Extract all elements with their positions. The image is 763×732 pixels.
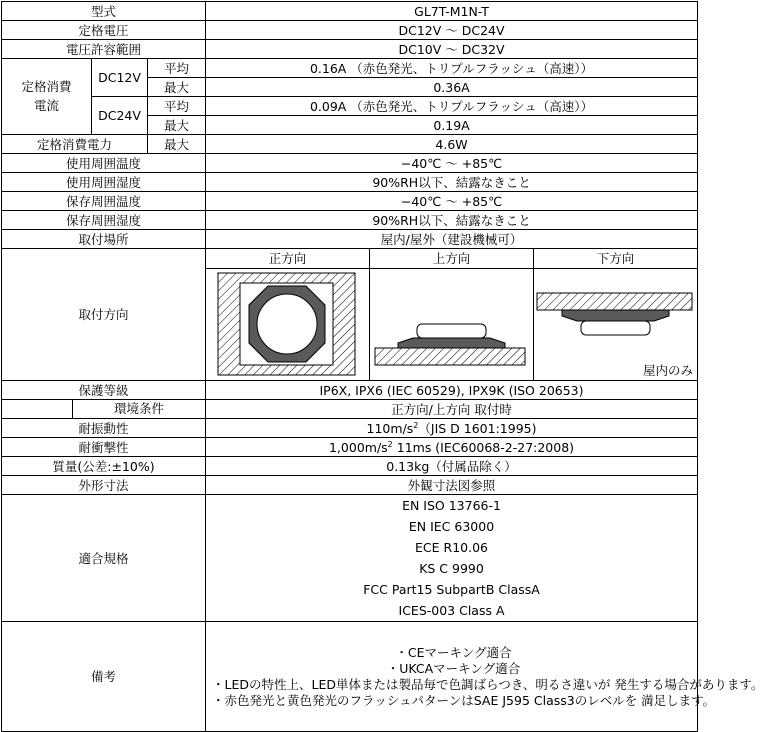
row-current-dc24-avg xyxy=(2,97,698,116)
value-standards xyxy=(206,495,698,622)
value-op-temp: −40℃ ～ +85℃ xyxy=(206,154,698,173)
orientation-bottom-label: 下方向 xyxy=(534,249,697,269)
row-voltage-range xyxy=(2,40,698,59)
value-shock-main: 1,000m/s xyxy=(328,439,388,455)
label-env-text: 環境条件 xyxy=(72,400,205,418)
value-power: 4.6W xyxy=(206,135,698,154)
label-dc12: DC12V xyxy=(92,59,148,97)
value-vibration xyxy=(206,419,698,438)
label-location: 取付場所 xyxy=(2,230,206,249)
orientation-front xyxy=(206,249,370,380)
label-current-line1: 定格消費 xyxy=(21,78,72,94)
value-op-humidity: 90%RH以下、結露なきこと xyxy=(206,173,698,192)
label-rated-voltage: 定格電圧 xyxy=(2,21,206,40)
label-vibration: 耐振動性 xyxy=(2,419,206,438)
value-st-humidity: 90%RH以下、結露なきこと xyxy=(206,211,698,230)
value-shock xyxy=(206,438,698,457)
label-standards: 適合規格 xyxy=(2,495,206,622)
standard-item: EN ISO 13766-1 xyxy=(402,498,501,513)
label-voltage-range: 電圧許容範囲 xyxy=(2,40,206,59)
label-current-line2: 電流 xyxy=(33,97,59,113)
label-notes: 備考 xyxy=(2,622,206,732)
row-orientation xyxy=(2,249,698,381)
row-notes xyxy=(2,622,698,732)
standard-item: ECE R10.06 xyxy=(415,540,488,555)
value-protection: IP6X, IPX6 (IEC 60529), IPX9K (ISO 20653) xyxy=(206,381,698,400)
front-mount-figure xyxy=(206,269,368,380)
value-voltage-range: DC10V ～ DC32V xyxy=(206,40,698,59)
value-vibration-std: （JIS D 1601:1995) xyxy=(418,420,537,436)
row-op-humidity xyxy=(2,173,698,192)
label-op-temp: 使用周囲温度 xyxy=(2,154,206,173)
value-env: 正方向/上方向 取付時 xyxy=(206,400,698,419)
label-shock: 耐衝撃性 xyxy=(2,438,206,457)
label-st-humidity: 保存周囲湿度 xyxy=(2,211,206,230)
value-shock-std: 11ms (IEC60068-2-27:2008) xyxy=(392,439,575,455)
orientation-top-label: 上方向 xyxy=(370,249,533,269)
value-vibration-sup: 2 xyxy=(413,420,419,430)
label-dc24-max: 最大 xyxy=(148,116,206,135)
row-op-temp xyxy=(2,154,698,173)
value-st-temp: −40℃ ～ +85℃ xyxy=(206,192,698,211)
row-rated-voltage xyxy=(2,21,698,40)
row-vibration xyxy=(2,419,698,438)
orientation-bottom xyxy=(534,249,697,380)
label-current xyxy=(2,59,92,135)
note-item: ・LEDの特性上、LED単体または製品毎で色調ばらつき、明るさ違いが 発生する場合があります。 xyxy=(212,676,763,692)
label-dc24: DC24V xyxy=(92,97,148,135)
note-item: ・赤色発光と黄色発光のフラッシュパターンはSAE J595 Class3のレベルを 満足します。 xyxy=(212,692,716,708)
value-vibration-main: 110m/s xyxy=(366,420,414,436)
row-protection xyxy=(2,381,698,400)
row-dimensions xyxy=(2,476,698,495)
label-op-humidity: 使用周囲湿度 xyxy=(2,173,206,192)
standard-item: FCC Part15 SubpartB ClassA xyxy=(363,582,540,597)
orientation-diagrams xyxy=(206,249,698,381)
value-location: 屋内/屋外（建設機械可） xyxy=(206,230,698,249)
value-dc24-max: 0.19A xyxy=(206,116,698,135)
value-dimensions: 外観寸法図参照 xyxy=(206,476,698,495)
value-mass: 0.13kg（付属品除く） xyxy=(206,457,698,476)
note-item: ・CEマーキング適合 xyxy=(395,644,512,660)
row-mass xyxy=(2,457,698,476)
row-model xyxy=(2,2,698,21)
orientation-front-label: 正方向 xyxy=(206,249,369,269)
label-dc24-avg: 平均 xyxy=(148,97,206,116)
row-shock xyxy=(2,438,698,457)
row-location xyxy=(2,230,698,249)
label-st-temp: 保存周囲温度 xyxy=(2,192,206,211)
value-dc24-avg: 0.09A （赤色発光、トリプルフラッシュ（高速）） xyxy=(206,97,698,116)
value-notes xyxy=(206,622,763,732)
value-model: GL7T-M1N-T xyxy=(206,2,698,21)
label-dimensions: 外形寸法 xyxy=(2,476,206,495)
label-power-max: 最大 xyxy=(148,135,206,154)
row-power xyxy=(2,135,698,154)
row-current-dc12-avg xyxy=(2,59,698,78)
standard-item: ICES-003 Class A xyxy=(398,603,505,618)
row-st-humidity xyxy=(2,211,698,230)
label-protection: 保護等級 xyxy=(2,381,206,400)
label-orientation: 取付方向 xyxy=(2,249,206,381)
label-env xyxy=(2,400,206,419)
label-dc12-max: 最大 xyxy=(148,78,206,97)
spec-table xyxy=(1,1,763,732)
top-mount-figure xyxy=(370,269,532,380)
label-power: 定格消費電力 xyxy=(2,135,148,154)
label-dc12-avg: 平均 xyxy=(148,59,206,78)
note-item: ・UKCAマーキング適合 xyxy=(386,660,521,676)
row-env xyxy=(2,400,698,419)
orientation-top xyxy=(370,249,534,380)
value-shock-sup: 2 xyxy=(387,439,393,449)
row-standards xyxy=(2,495,698,622)
indoor-only-note: 屋内のみ xyxy=(643,363,694,378)
value-dc12-avg: 0.16A （赤色発光、トリプルフラッシュ（高速）） xyxy=(206,59,698,78)
label-mass: 質量(公差:±10%) xyxy=(2,457,206,476)
value-rated-voltage: DC12V ～ DC24V xyxy=(206,21,698,40)
value-dc12-max: 0.36A xyxy=(206,78,698,97)
standard-item: KS C 9990 xyxy=(419,561,484,576)
row-st-temp xyxy=(2,192,698,211)
standard-item: EN IEC 63000 xyxy=(408,519,495,534)
label-model: 型式 xyxy=(2,2,206,21)
